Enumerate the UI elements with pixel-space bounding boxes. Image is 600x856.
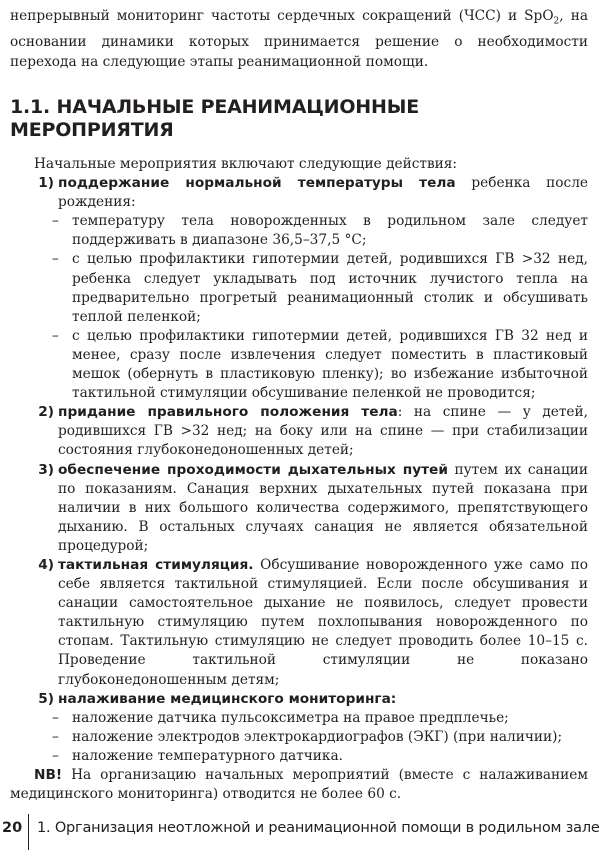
- item-number: 1): [38, 175, 54, 192]
- item-text: Обсушивание новорожденного уже само по себе является тактильной стимуляцией. Если после обсушивания и санации самостоятельное дыхание не появилось, следует провести тактильную стимуляцию путем похлопывания новорожденного по стопам. Тактильную стимуляцию не следует проводить более 10–15 с. Проведение тактильной стимуляции не показано глубоконедоношенным детям;: [58, 556, 588, 688]
- list-item-5: [10, 690, 588, 709]
- running-title: 1. Организация неотложной и реанимационной помощи в родильном зале: [37, 820, 600, 836]
- sub-item: [10, 728, 588, 747]
- intro-paragraph: [10, 6, 588, 72]
- dash-marker: –: [52, 709, 59, 726]
- section-heading: 1.1. НАЧАЛЬНЫЕ РЕАНИМАЦИОННЫЕ МЕРОПРИЯТИЯ: [10, 96, 419, 141]
- nb-label: NB!: [34, 767, 63, 783]
- list-item-4: [10, 556, 588, 690]
- nb-note: [10, 766, 588, 804]
- sub-item: [10, 250, 588, 326]
- item-number: 2): [38, 404, 54, 421]
- item-title: придание правильного положения тела: [58, 404, 398, 421]
- list-item-2: [10, 403, 588, 460]
- dash-marker: –: [52, 213, 59, 230]
- dash-marker: –: [52, 251, 59, 268]
- sub-item-text: наложение датчика пульсоксиметра на правое предплечье;: [72, 709, 509, 726]
- item-number: 3): [38, 461, 54, 478]
- footer-divider: [28, 814, 29, 850]
- sub-item-text: наложение температурного датчика.: [72, 747, 343, 764]
- list-item-3: [10, 461, 588, 556]
- dash-marker: –: [52, 728, 59, 745]
- intro-text-end: , на основании динамики которых принимается решение о необходимости перехода на следующие этапы реанимационной помощи.: [10, 8, 588, 70]
- item-text: путем их санации по показаниям. Санация верхних дыхательных путей показана при наличии в них большого количества содержимого, препятствующего дыханию. В остальных случаях санация не является обязательной процедурой;: [58, 461, 588, 554]
- item-text: : на спине — у детей, родившихся ГВ >32 нед; на боку или на спине — при стабилизации состояния глубоконедоношенных детей;: [58, 404, 589, 459]
- item-number: 4): [38, 556, 54, 573]
- intro-text: непрерывный мониторинг частоты сердечных сокращений (ЧСС) и SpO: [10, 8, 554, 24]
- section-body: [10, 155, 588, 804]
- sub-item-text: наложение электродов электрокардиографов (ЭКГ) (при наличии);: [72, 728, 563, 745]
- item-title: поддержание нормальной температуры тела: [58, 175, 456, 192]
- sub-item-text: с целью профилактики гипотермии детей, родившихся ГВ >32 нед, ребенка следует укладывать под источник лучистого тепла на предварительно прогретый реанимационный столик и обсушивать теплой пеленкой;: [72, 251, 588, 325]
- nb-text: На организацию начальных мероприятий (вместе с налаживанием медицинского мониторинга) отводится не более 60 с.: [10, 767, 588, 803]
- item-title: обеспечение проходимости дыхательных путей: [58, 461, 448, 478]
- lead-paragraph: Начальные мероприятия включают следующие действия:: [34, 156, 458, 172]
- intro-subscript: 2: [553, 16, 560, 27]
- dash-marker: –: [52, 747, 59, 764]
- sub-item: [10, 709, 588, 728]
- page-footer: [0, 814, 600, 854]
- item-number: 5): [38, 690, 54, 707]
- list-item-1: [10, 174, 588, 212]
- item-title: тактильная стимуляция.: [58, 556, 254, 573]
- sub-item-text: с целью профилактики гипотермии детей, родившихся ГВ 32 нед и менее, сразу после извлечения следует поместить в пластиковый мешок (обернуть в пластиковую пленку); во избежание избыточной тактильной стимуляции обсушивание пеленкой не проводится;: [72, 327, 588, 402]
- dash-marker: –: [52, 327, 59, 344]
- item-title: налаживание медицинского мониторинга:: [58, 690, 397, 707]
- page-number: 20: [2, 820, 23, 836]
- sub-item: [10, 327, 588, 403]
- sub-item: [10, 747, 588, 766]
- sub-item-text: температуру тела новорожденных в родильном зале следует поддерживать в диапазоне 36,5–37,5 °С;: [72, 213, 588, 249]
- sub-item: [10, 212, 588, 250]
- item-text: ребенка после рождения:: [58, 175, 588, 211]
